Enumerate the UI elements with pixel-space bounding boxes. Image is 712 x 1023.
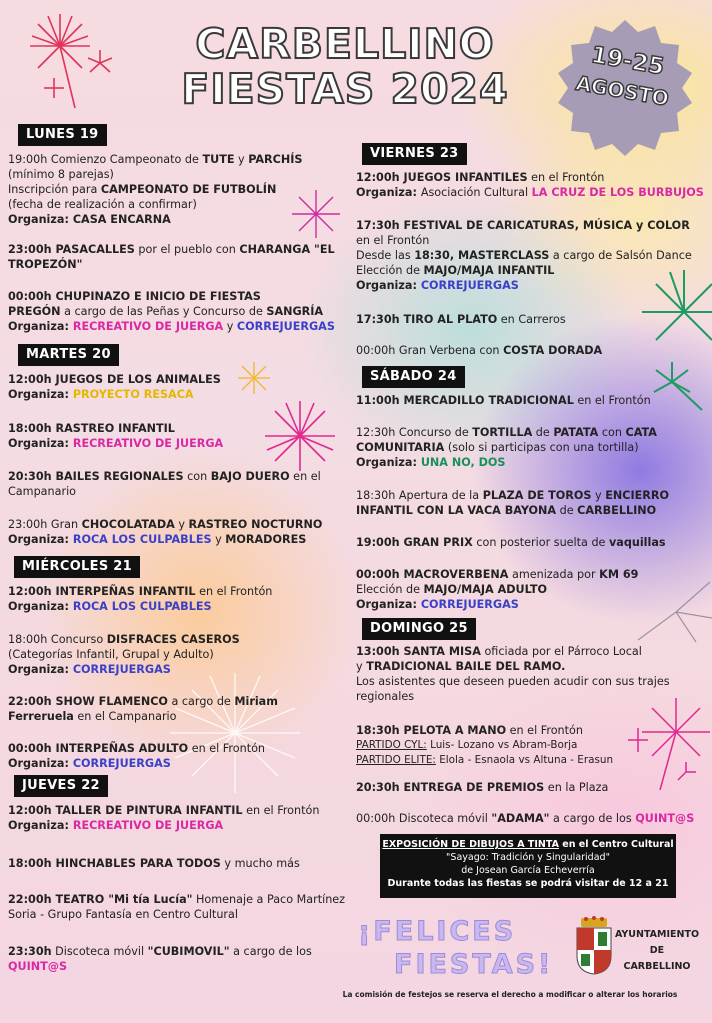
exhibition-location: en el Centro Cultural [558,839,674,850]
event-text: Los asistentes que deseen pueden acudir con sus trajes [356,675,670,688]
event-title: 11:00h MERCADILLO TRADICIONAL [356,394,574,407]
event-note: (Categorías Infantil, Grupal y Adulto) [8,648,214,661]
organizer-name: CORREJUERGAS [72,757,171,770]
organizer-label: Organiza: [8,320,73,333]
event-jueves-3 [8,892,348,922]
organizer-label: Organiza: [356,279,421,292]
event-title: 19:00h GRAN PRIX [356,536,473,549]
event-note: (solo si participas con una tortilla) [444,441,639,454]
event-title: 20:30h BAILES REGIONALES [8,470,184,483]
event-martes-4 [8,517,348,547]
event-highlight: PATATA [553,426,599,439]
event-viernes-4 [356,343,708,358]
organizer-name: CASA ENCARNA [72,213,171,226]
event-viernes-2 [356,218,708,293]
organizer-name: RECREATIVO DE JUERGA [72,320,224,333]
event-highlight: TROPEZÓN" [8,258,83,271]
organizer-name: RECREATIVO DE JUERGA [72,437,224,450]
event-title: 18:00h RASTREO INFANTIL [8,422,175,435]
date-badge [555,18,695,158]
event-highlight: COMUNITARIA [356,441,445,454]
event-text: Homenaje a Paco Martínez [192,893,346,906]
event-title: 20:30h ENTREGA DE PREMIOS [356,781,545,794]
event-text: en el Frontón [195,585,273,598]
organizer-label: Organiza: [8,757,73,770]
event-text: y [591,489,606,502]
event-highlight: CATA [625,426,657,439]
event-highlight: TORTILLA [472,426,533,439]
event-time: 00:00h [356,812,396,825]
event-text: Elección de [356,583,424,596]
event-highlight: Ferreruela [8,710,74,723]
event-lunes-1 [8,152,348,227]
event-highlight: TUTE [202,153,235,166]
event-domingo-2 [356,723,708,768]
event-lunes-2 [8,242,348,272]
event-time: 23:30h [8,945,52,958]
exhibition-box [380,834,676,898]
event-martes-2 [8,421,348,451]
event-highlight: vaquillas [609,536,666,549]
event-highlight: PARCHÍS [248,153,303,166]
event-text: en el [289,470,321,483]
event-text: y [234,153,249,166]
organizer-name: QUINT@S [635,812,695,825]
event-sabado-4 [356,535,708,550]
organizer-name: MORADORES [225,533,307,546]
event-miercoles-2 [8,632,348,677]
day-header-miercoles: MIÉRCOLES 21 [14,556,140,578]
organizer-name: CORREJUERGAS [420,279,519,292]
event-highlight: DISFRACES CASEROS [106,633,240,646]
event-title: 18:00h HINCHABLES PARA TODOS [8,857,221,870]
event-title: 17:30h TIRO AL PLATO [356,313,498,326]
title-line-1: CARBELLINO [195,20,495,68]
event-text: con [598,426,626,439]
ayto-line-1: AYUNTAMIENTO [614,929,700,940]
event-jueves-1 [8,803,348,833]
event-time: 00:00h [356,344,396,357]
day-header-sabado: SÁBADO 24 [362,366,465,388]
event-text: oficiada por el Párroco Local [480,645,642,658]
event-highlight: RASTREO NOCTURNO [188,518,323,531]
event-highlight: PREGÓN [8,305,61,318]
event-text: de [532,426,554,439]
event-highlight: "CUBIMOVIL" [147,945,230,958]
event-martes-3 [8,469,348,499]
event-text: y [174,518,189,531]
organizer-name: ROCA LOS CULPABLES [72,533,212,546]
organizer-name: PROYECTO RESACA [72,388,194,401]
event-text: y [223,320,237,333]
event-viernes-1 [356,170,708,200]
event-sabado-1 [356,393,708,408]
event-title: 13:00h SANTA MISA [356,645,481,658]
organizer-name: CORREJUERGAS [72,663,171,676]
match-label: PARTIDO CYL: [356,739,427,751]
match-label: PARTIDO ELITE: [356,754,436,766]
disclaimer: La comisión de festejos se reserva el derecho a modificar o alterar los horarios [342,990,678,999]
organizer-label: Organiza: [8,388,73,401]
event-jueves-2 [8,856,348,871]
event-title: 12:00h JUEGOS INFANTILES [356,171,528,184]
event-title: 00:00h CHUPINAZO E INICIO DE FIESTAS [8,290,261,303]
event-highlight: "ADAMA" [491,812,550,825]
felices-line-2: FIESTAS! [394,949,554,980]
event-text: en el Frontón [527,171,605,184]
event-highlight: CARBELLINO [577,504,657,517]
event-title: 22:00h TEATRO [8,893,105,906]
event-highlight: CHOCOLATADA [81,518,175,531]
event-note: (fecha de realización a confirmar) [8,198,197,211]
event-text: Concurso de [395,426,473,439]
event-text: en el Frontón [356,234,430,247]
event-miercoles-4 [8,741,348,771]
event-text: amenizada por [508,568,600,581]
event-text: Soria - Grupo Fantasía en Centro Cultural [8,908,238,921]
day-header-domingo: DOMINGO 25 [362,618,476,640]
coat-of-arms-icon [573,916,615,976]
event-title: 12:00h TALLER DE PINTURA INFANTIL [8,804,243,817]
event-text: a cargo de los [549,812,636,825]
event-text: y [356,660,367,673]
event-text: en el Frontón [188,742,266,755]
event-highlight: ENCIERRO [605,489,669,502]
day-header-lunes: LUNES 19 [18,124,107,146]
event-highlight: PLAZA DE TOROS [482,489,592,502]
event-lunes-3 [8,289,348,334]
match-text: Elola - Esnaola vs Altuna - Erasun [435,754,614,766]
exhibition-hours: Durante todas las fiestas se podrá visitar de 12 a 21 [387,878,669,889]
event-time: 23:00h [8,518,48,531]
exhibition-author: de Josean García Echeverría [461,865,595,876]
event-highlight: INFANTIL CON LA VACA BAYONA [356,504,557,517]
organizer-name: UNA NO, DOS [420,456,506,469]
event-domingo-3 [356,780,708,795]
organizer-name: CORREJUERGAS [420,598,519,611]
event-text: y mucho más [220,857,300,870]
event-text: Apertura de la [395,489,483,502]
event-sabado-3 [356,488,708,518]
event-text: de [556,504,578,517]
event-sabado-5 [356,567,708,612]
event-text: Desde las [356,249,415,262]
organizer-label: Organiza: [8,213,73,226]
match-text: Luis- Lozano vs Abram-Borja [426,739,578,751]
organizer-name: ROCA LOS CULPABLES [72,600,212,613]
event-time: 18:00h [8,633,48,646]
event-highlight: CAMPEONATO DE FUTBOLÍN [100,183,277,196]
event-note: (mínimo 8 parejas) [8,168,114,181]
event-text: en el Campanario [73,710,177,723]
event-text: Gran Verbena con [395,344,504,357]
exhibition-title: EXPOSICIÓN DE DIBUJOS A TINTA [382,839,559,850]
organizer-name: QUINT@S [8,960,67,973]
event-text: Elección de [356,264,424,277]
organizer-label: Organiza: [8,600,73,613]
day-header-viernes: VIERNES 23 [362,143,467,165]
organizer-label: Organiza: [8,533,73,546]
event-text: por el pueblo con [134,243,240,256]
event-viernes-3 [356,312,708,327]
event-title: 12:00h JUEGOS DE LOS ANIMALES [8,373,221,386]
event-text: con [183,470,211,483]
organizer-name: RECREATIVO DE JUERGA [72,819,224,832]
event-text: en el Frontón [573,394,651,407]
event-text: a cargo de los [229,945,312,958]
event-title: 22:00h SHOW FLAMENCO [8,695,168,708]
ayuntamiento-label [612,927,702,975]
event-highlight: CHARANGA "EL [239,243,335,256]
organizer-label: Organiza: [8,437,73,450]
organizer-name: LA CRUZ DE LOS BURBUJOS [531,186,704,199]
event-text: a cargo de Salsón Dance [549,249,692,262]
felices-line-1: ¡FELICES [358,916,517,947]
event-text: en Carreros [497,313,566,326]
poster-title [170,22,520,112]
event-text: y [211,533,226,546]
event-time: 18:30h [356,489,396,502]
event-text: Discoteca móvil [51,945,148,958]
event-highlight: KM 69 [599,568,639,581]
event-text: en el Frontón [242,804,320,817]
event-martes-1 [8,372,348,402]
event-text: en el Frontón [506,724,583,737]
event-highlight: 18:30, MASTERCLASS [414,249,550,262]
event-time: 19:00h [8,153,48,166]
event-title: 00:00h MACROVERBENA [356,568,509,581]
event-highlight: SANGRÍA [266,305,324,318]
event-highlight: COSTA DORADA [503,344,603,357]
firework-icon-topleft [20,8,120,118]
event-text: en la Plaza [544,781,609,794]
day-header-martes: MARTES 20 [18,344,119,366]
event-text: Campanario [8,485,77,498]
event-text: Gran [47,518,82,531]
event-title: 23:00h PASACALLES [8,243,135,256]
organizer-label: Organiza: [356,456,421,469]
event-text: Concurso [47,633,107,646]
date-month: AGOSTO [574,70,671,111]
exhibition-name: "Sayago: Tradición y Singularidad" [446,852,610,863]
event-jueves-4 [8,944,348,974]
ayto-line-2: DE [649,945,665,956]
organizer-label: Organiza: [356,598,421,611]
ayto-line-3: CARBELLINO [623,961,691,972]
event-highlight: TRADICIONAL BAILE DEL RAMO. [366,660,566,673]
event-text: Asociación Cultural [420,186,532,199]
organizer-label: Organiza: [8,663,73,676]
event-miercoles-3 [8,694,348,724]
event-text: Discoteca móvil [395,812,492,825]
date-range: 19-25 [589,42,667,81]
event-sabado-2 [356,425,708,470]
felices-fiestas-banner [358,915,558,981]
event-highlight: "Mi tía Lucía" [104,893,193,906]
event-title: 18:30h PELOTA A MANO [356,724,507,737]
event-text: Comienzo Campeonato de [47,153,203,166]
title-line-2: FIESTAS 2024 [181,65,509,113]
event-highlight: MAJO/MAJA INFANTIL [423,264,555,277]
event-text: regionales [356,690,415,703]
day-header-jueves: JUEVES 22 [14,775,108,797]
organizer-label: Organiza: [356,186,421,199]
event-text: Inscripción para [8,183,101,196]
event-text: a cargo de [167,695,235,708]
firework-icon-white [160,668,310,798]
organizer-name: CORREJUERGAS [236,320,335,333]
event-title: 17:30h FESTIVAL DE CARICATURAS, MÚSICA y COLOR [356,219,690,232]
event-highlight: MAJO/MAJA ADULTO [423,583,548,596]
event-text: a cargo de las Peñas y Concurso de [60,305,267,318]
event-title: 00:00h INTERPEÑAS ADULTO [8,742,189,755]
event-highlight: BAJO DUERO [210,470,290,483]
event-title: 12:00h INTERPEÑAS INFANTIL [8,585,196,598]
event-miercoles-1 [8,584,348,614]
event-domingo-1 [356,644,708,704]
event-highlight: Miriam [234,695,278,708]
event-time: 12:30h [356,426,396,439]
event-text: con posterior suelta de [472,536,609,549]
event-domingo-4 [356,811,708,826]
organizer-label: Organiza: [8,819,73,832]
